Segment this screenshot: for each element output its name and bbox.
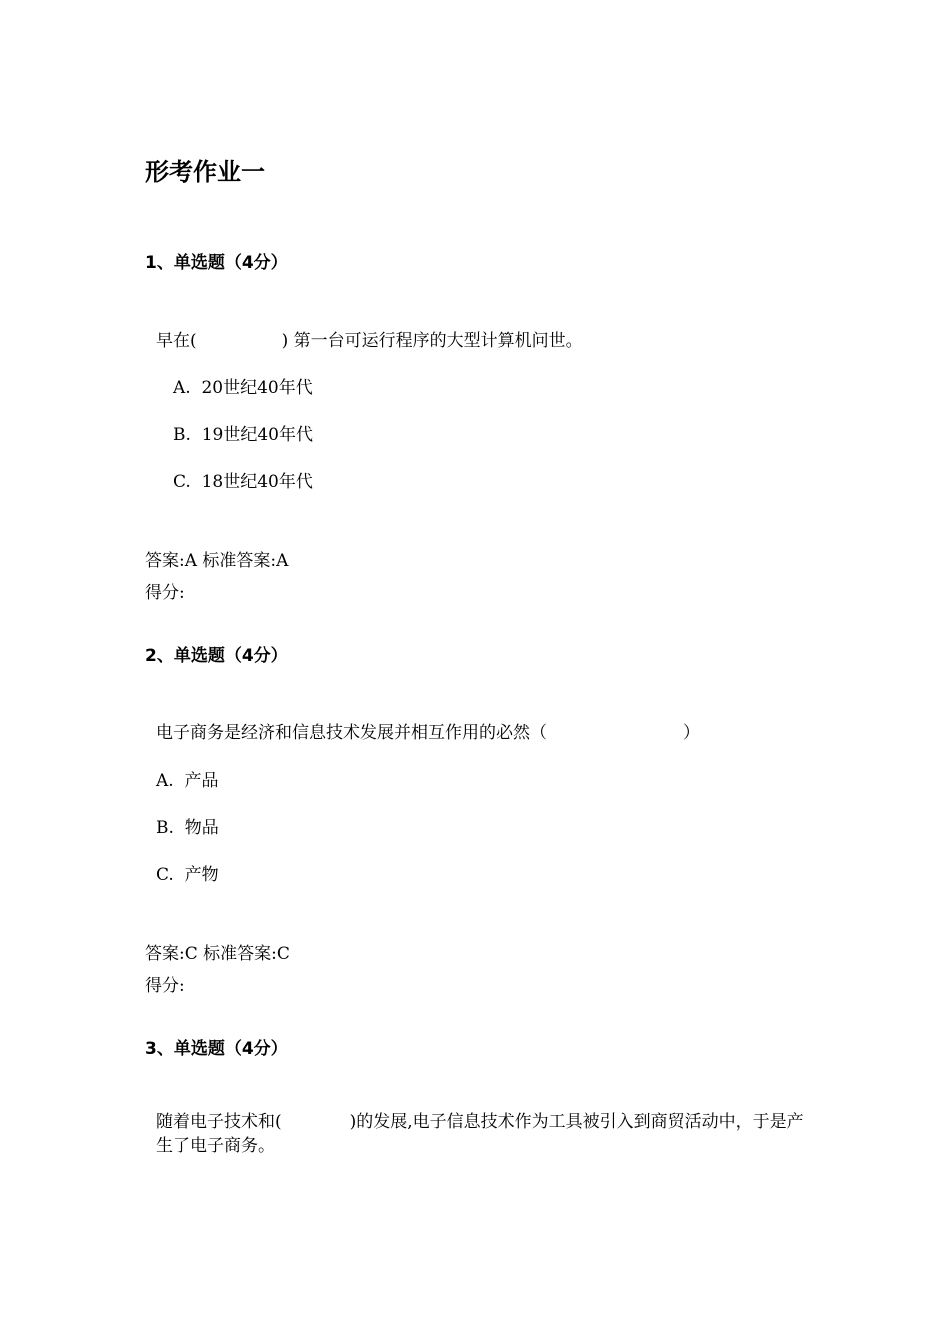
question-1-score: 得分: [145, 583, 185, 603]
question-1-option-a: A. 20世纪40年代 [173, 378, 313, 398]
question-2-header: 2、单选题（4分） [145, 646, 288, 666]
page-title: 形考作业一 [145, 158, 265, 186]
question-1-option-b: B. 19世纪40年代 [173, 425, 313, 445]
question-1-answer: 答案:A 标准答案:A [145, 551, 289, 571]
question-2-score: 得分: [145, 976, 185, 996]
question-1-stem: 早在( ) 第一台可运行程序的大型计算机问世。 [156, 331, 583, 351]
question-1-option-c: C. 18世纪40年代 [173, 472, 313, 492]
question-3-stem: 随着电子技术和( )的发展,电子信息技术作为工具被引入到商贸活动中，于是产生了电子商务。 [156, 1112, 804, 1156]
question-2-option-b: B. 物品 [156, 818, 219, 838]
question-1-header: 1、单选题（4分） [145, 253, 288, 273]
question-2-stem: 电子商务是经济和信息技术发展并相互作用的必然（ ） [156, 723, 700, 743]
question-3-header: 3、单选题（4分） [145, 1039, 288, 1059]
question-2-option-a: A. 产品 [156, 771, 219, 791]
question-2-answer: 答案:C 标准答案:C [145, 944, 290, 964]
question-2-option-c: C. 产物 [156, 865, 219, 885]
